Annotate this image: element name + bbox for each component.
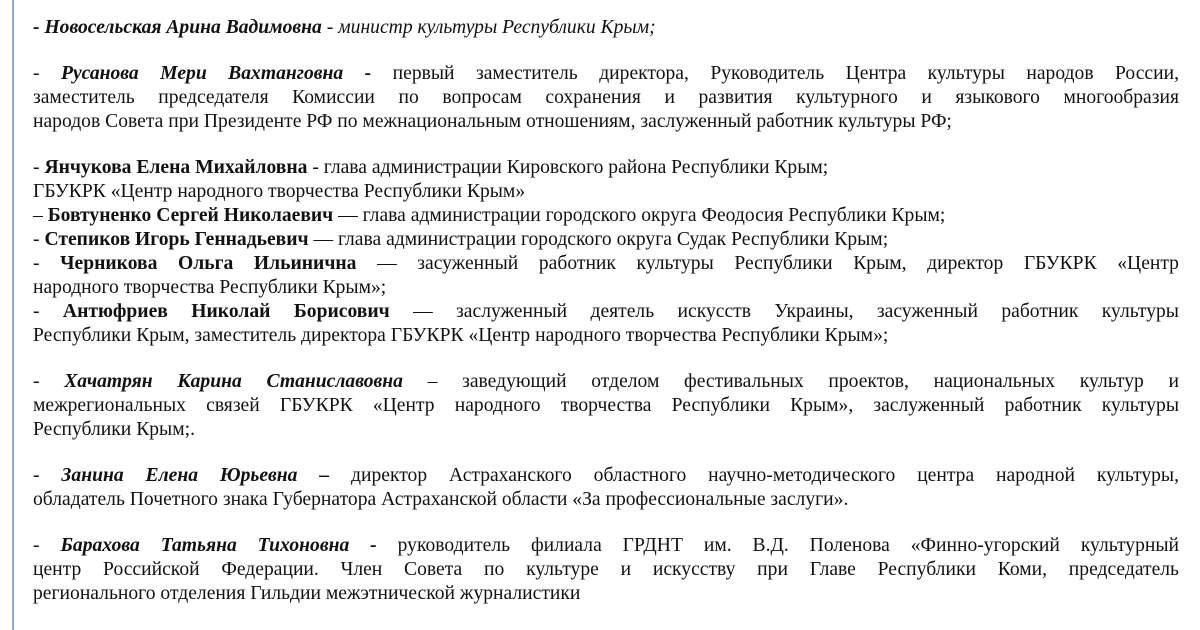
entry-separator: - [321, 17, 339, 38]
entry-name: Антюфриев Николай Борисович [62, 301, 390, 322]
entry-novoselskaya [33, 16, 1179, 40]
entry-name: Занина Елена Юрьевна – [61, 465, 330, 486]
entry-text: – заведующий отделом фестивальных проектов, национальных культур и [402, 371, 1179, 392]
entry-text: - глава администрации Кировского района Республики Крым; [307, 157, 829, 178]
entry-text: первый заместитель директора, Руководитель Центра культуры народов России, [371, 63, 1179, 84]
entry-line: заместитель председателя Комиссии по вопросам сохранения и развития культурного и языкового многообразия [33, 87, 1179, 108]
entry-antyufriev [33, 300, 1179, 324]
entry-dash: - [33, 535, 61, 556]
entry-stepikov [33, 228, 1179, 252]
entry-line [33, 62, 1179, 86]
entry-dash: - [33, 157, 45, 178]
entry-text: — глава администрации городского округа Судак Республики Крым; [308, 229, 889, 250]
entry-name: Хачатрян Карина Станиславовна [64, 371, 403, 392]
entry-line: обладатель Почетного знака Губернатора Астраханской области «За профессиональные заслуги». [33, 489, 849, 510]
entry-dash: - [33, 63, 61, 84]
entry-line: Республики Крым, заместитель директора ГБУКРК «Центр народного творчества Республики Крым»; [33, 325, 889, 346]
entry-line: центр Российской Федерации. Член Совета по культуре и искусству при Главе Республики Коми, председатель [33, 559, 1179, 580]
entry-dash: - [33, 465, 62, 486]
entry-group-administration [33, 156, 1179, 348]
entry-line [33, 370, 1179, 394]
entry-line: Республики Крым;. [33, 419, 195, 440]
document-body [33, 16, 1179, 606]
entry-line: народов Совета при Президенте РФ по межнациональным отношениям, заслуженный работник культуры РФ; [33, 111, 952, 132]
entry-khachatryan [33, 370, 1179, 442]
entry-name: Новосельская Арина Вадимовна [44, 17, 322, 38]
entry-line [33, 464, 1179, 488]
entry-text: министр культуры Республики Крым; [338, 17, 656, 38]
entry-rusanova [33, 62, 1179, 134]
entry-yanchukova [33, 156, 1179, 180]
entry-text: — заслуженный деятель искусств Украины, засуженный работник культуры [389, 301, 1179, 322]
entry-barakhova [33, 534, 1179, 606]
entry-name: Барахова Татьяна Тихоновна - [60, 535, 377, 556]
entry-name: Степиков Игорь Геннадьевич [44, 229, 309, 250]
entry-zanina [33, 464, 1179, 512]
entry-text: руководитель филиала ГРДНТ им. В.Д. Поленова «Финно-угорский культурный [376, 535, 1179, 556]
entry-name: Янчукова Елена Михайловна [44, 157, 308, 178]
entry-name: Черникова Ольга Ильинична [60, 253, 357, 274]
left-border-rule [12, 0, 14, 630]
entry-line: народного творчества Республики Крым»; [33, 277, 387, 298]
entry-dash: - [33, 253, 61, 274]
entry-text: — засуженный работник культуры Республики Крым, директор ГБУКРК «Центр [356, 253, 1179, 274]
entry-line: ГБУКРК «Центр народного творчества Республики Крым» [33, 181, 526, 202]
entry-line-cut: регионального отделения Гильдии межэтнической журналистики [33, 583, 581, 604]
entry-line: межрегиональных связей ГБУКРК «Центр народного творчества Республики Крым», заслуженный работник культуры [33, 395, 1179, 416]
entry-name: Бовтуненко Сергей Николаевич [47, 205, 334, 226]
entry-dash: - [33, 301, 63, 322]
entry-text: директор Астраханского областного научно-методического центра народной культуры, [329, 465, 1179, 486]
entry-chernikova [33, 252, 1179, 276]
entry-dash: – [33, 205, 48, 226]
entry-bovtunenko [33, 204, 1179, 228]
entry-dash: - [33, 17, 45, 38]
entry-dash: - [33, 371, 65, 392]
entry-dash: - [33, 229, 45, 250]
entry-text: — глава администрации городского округа Феодосия Республики Крым; [333, 205, 946, 226]
entry-name: Русанова Мери Вахтанговна - [60, 63, 372, 84]
entry-line [33, 534, 1179, 558]
